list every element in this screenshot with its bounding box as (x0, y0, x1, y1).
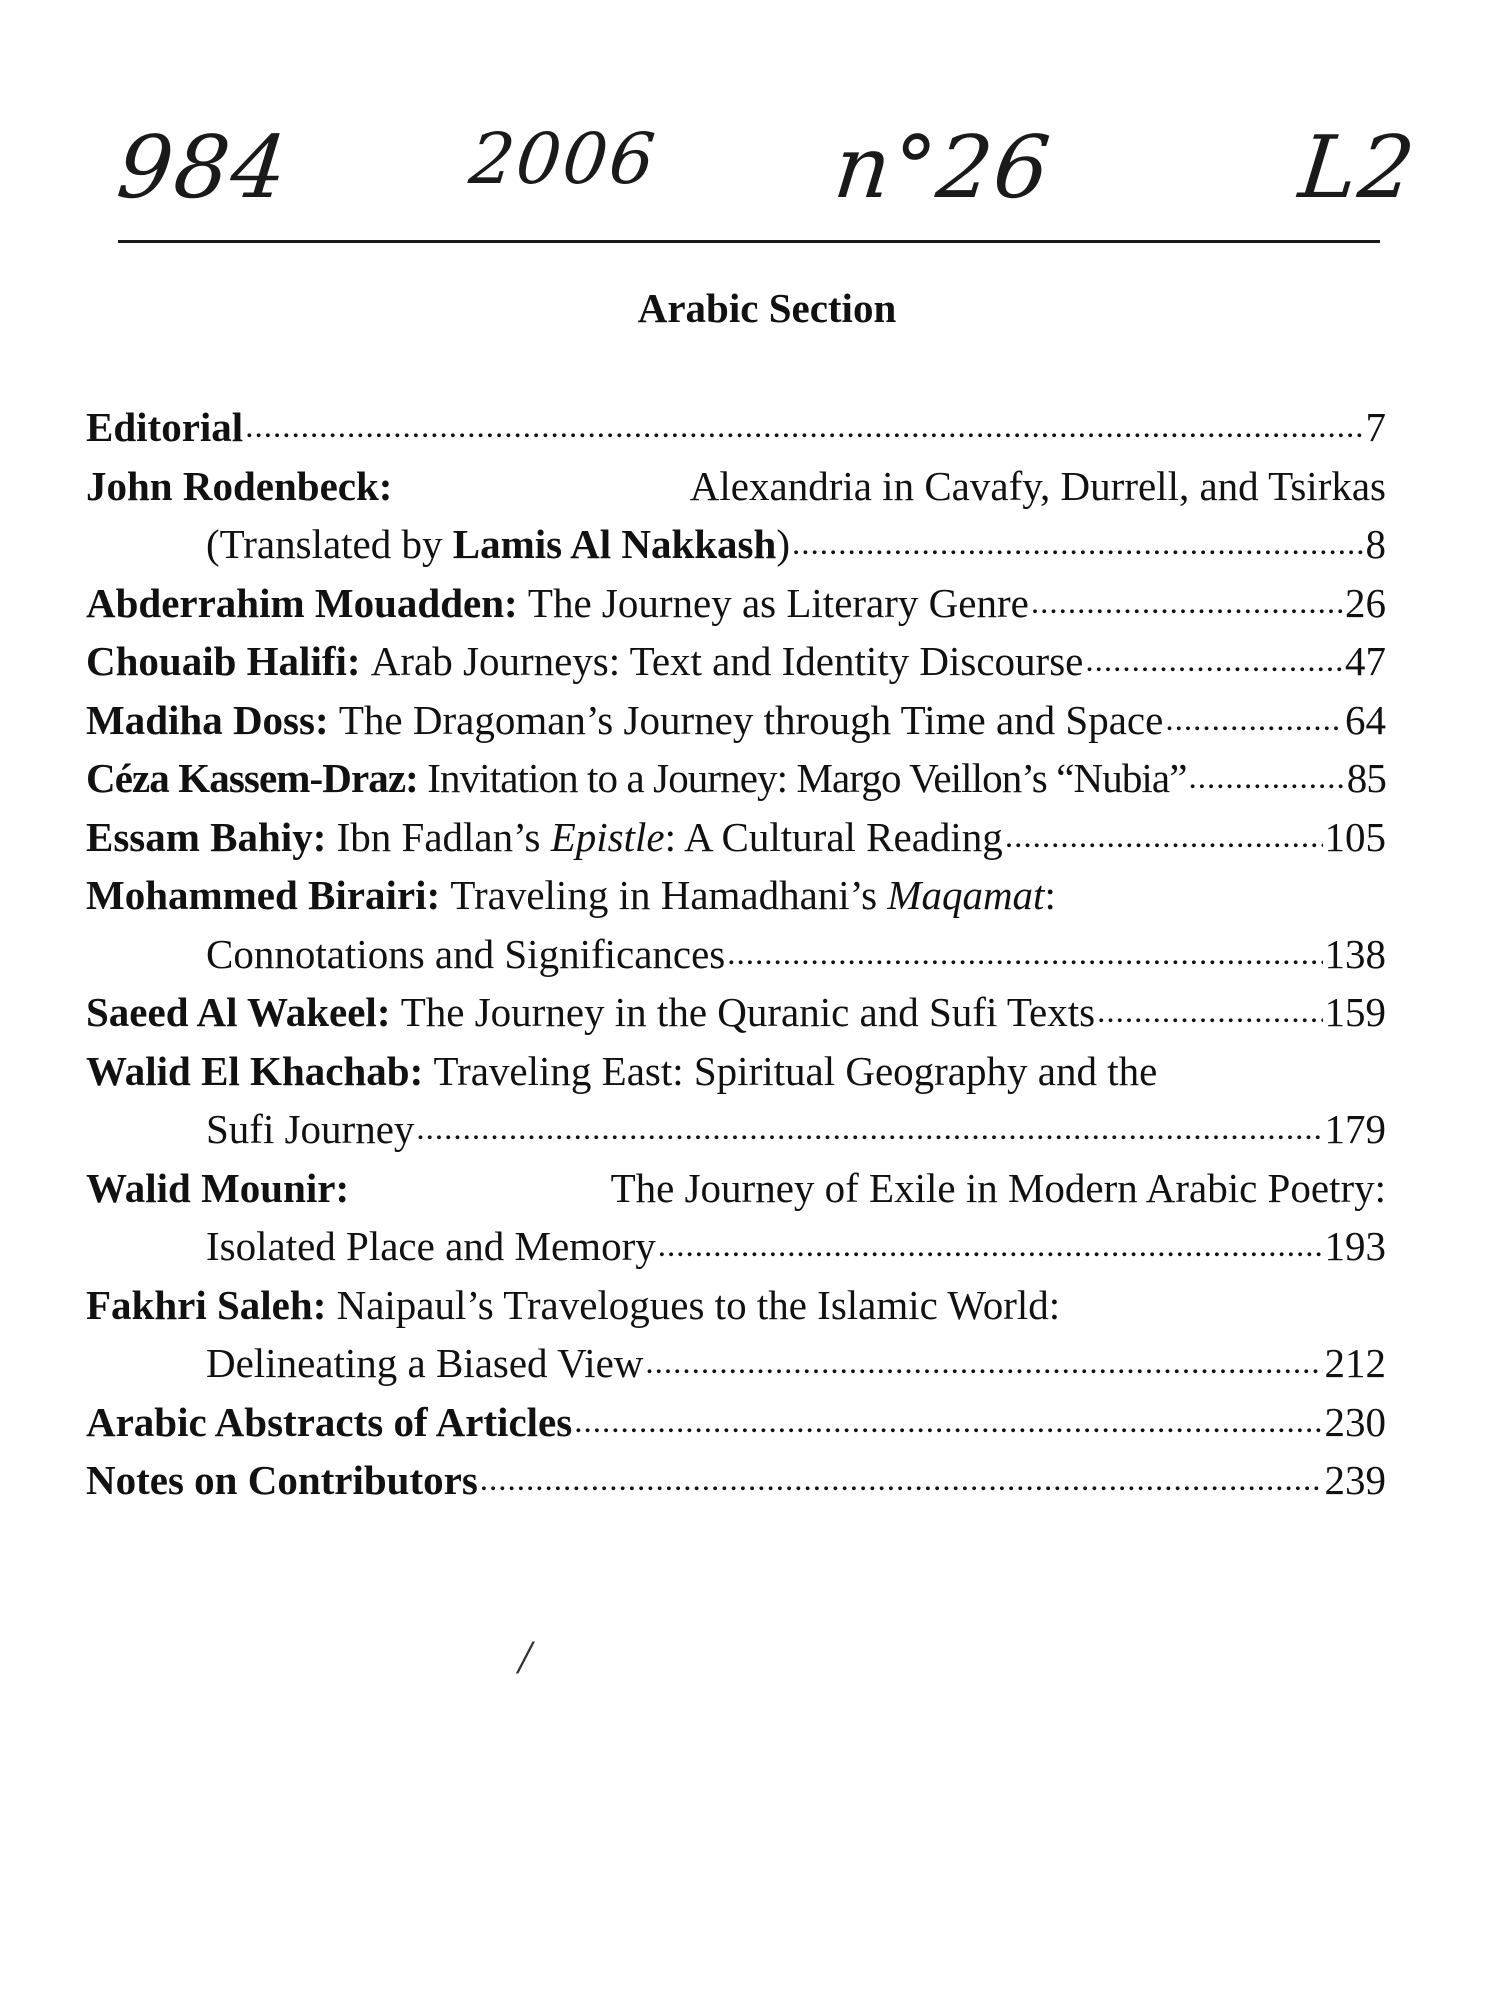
entry-page: 159 (1324, 989, 1386, 1035)
toc-entry-saleh-cont (86, 1334, 1386, 1393)
dot-leader (1005, 808, 1323, 867)
toc-entry-el-khachab-cont (86, 1100, 1386, 1159)
toc-entry-rodenbeck-cont (86, 515, 1386, 574)
entry-author: Chouaib Halifi: (86, 638, 361, 684)
dot-leader (1165, 691, 1343, 750)
toc-entry-bahiy (86, 808, 1386, 867)
toc-entry-contributors (86, 1451, 1386, 1510)
toc-entry-mounir-cont (86, 1217, 1386, 1276)
toc-entry-birairi (86, 866, 1386, 925)
toc-entry-abstracts (86, 1393, 1386, 1452)
toc-entry-kassem-draz (86, 749, 1386, 808)
toc-entry-editorial (86, 398, 1386, 457)
handwritten-call-number: 984 (112, 118, 294, 218)
entry-author: Mohammed Birairi: (86, 872, 441, 918)
entry-author: Essam Bahiy: (86, 813, 327, 860)
toc-entry-mouadden (86, 574, 1386, 633)
dot-leader (658, 1217, 1323, 1276)
entry-page: 212 (1324, 1340, 1386, 1386)
toc-entry-al-wakeel (86, 983, 1386, 1042)
entry-title: Traveling East: Spiritual Geography and the (433, 1047, 1158, 1094)
toc-entry-mounir (86, 1159, 1386, 1218)
dot-leader (1085, 632, 1343, 691)
entry-page: 105 (1324, 813, 1386, 860)
entry-author: Walid Mounir: (86, 1164, 350, 1211)
entry-page: 26 (1345, 579, 1386, 626)
dot-leader (1189, 749, 1345, 808)
entry-page: 179 (1324, 1106, 1386, 1152)
toc-entry-saleh (86, 1276, 1386, 1335)
entry-subtitle: Sufi Journey (206, 1106, 415, 1152)
entry-author: Saeed Al Wakeel: (86, 989, 391, 1035)
entry-author: John Rodenbeck: (86, 462, 393, 509)
entry-title: Ibn Fadlan’s Epistle: A Cultural Reading (336, 813, 1003, 860)
entry-title: Arab Journeys: Text and Identity Discourse (370, 638, 1084, 684)
toc-entry-doss (86, 691, 1386, 750)
dot-leader (416, 1100, 1322, 1159)
entry-title: Alexandria in Cavafy, Durrell, and Tsirkas (689, 462, 1386, 509)
dot-leader (245, 398, 1363, 457)
entry-page: 85 (1346, 755, 1386, 801)
entry-author: Abderrahim Mouadden: (86, 579, 518, 626)
table-of-contents (86, 398, 1386, 1510)
section-title: Arabic Section (637, 285, 897, 331)
dot-leader (1097, 983, 1322, 1042)
entry-title: Traveling in Hamadhani’s Maqamat: (450, 872, 1056, 918)
entry-title: Invitation to a Journey: Margo Veillon’s “Nubia” (427, 755, 1187, 801)
entry-page: 47 (1345, 638, 1386, 684)
header-rule (118, 240, 1380, 243)
entry-title: The Journey as Literary Genre (527, 579, 1029, 626)
entry-page: 64 (1345, 696, 1386, 743)
entry-page: 7 (1365, 404, 1386, 450)
entry-author: Céza Kassem-Draz: (86, 755, 418, 801)
handwritten-issue: n°26 (829, 118, 1057, 218)
entry-title: The Journey of Exile in Modern Arabic Poetry: (610, 1164, 1386, 1211)
entry-page: 193 (1324, 1223, 1386, 1269)
entry-author: Madiha Doss: (86, 696, 329, 743)
entry-subtitle: Isolated Place and Memory (206, 1223, 656, 1269)
entry-author: Walid El Khachab: (86, 1047, 424, 1094)
dot-leader (792, 515, 1364, 574)
dot-leader (727, 925, 1322, 984)
toc-entry-birairi-cont (86, 925, 1386, 984)
entry-title: The Dragoman’s Journey through Time and Space (338, 696, 1164, 743)
entry-translator: Lamis Al Nakkash (452, 521, 777, 567)
entry-page: 239 (1324, 1457, 1386, 1503)
toc-entry-el-khachab (86, 1042, 1386, 1101)
entry-page: 138 (1324, 930, 1386, 977)
dot-leader (574, 1393, 1322, 1452)
entry-subtitle: (Translated by Lamis Al Nakkash) (206, 521, 790, 567)
entry-author: Fakhri Saleh: (86, 1281, 327, 1328)
entry-subtitle: Delineating a Biased View (206, 1340, 644, 1386)
entry-page: 8 (1365, 521, 1386, 567)
entry-author: Notes on Contributors (86, 1457, 478, 1503)
entry-subtitle: Connotations and Significances (206, 930, 726, 977)
handwritten-year: 2006 (465, 118, 661, 200)
toc-entry-rodenbeck (86, 457, 1386, 516)
dot-leader (1031, 574, 1343, 633)
entry-title: Naipaul’s Travelogues to the Islamic World: (336, 1281, 1061, 1328)
entry-title: The Journey in the Quranic and Sufi Texts (400, 989, 1096, 1035)
entry-author: Arabic Abstracts of Articles (86, 1398, 573, 1445)
dot-leader (480, 1451, 1323, 1510)
stray-pen-mark: / (518, 1631, 532, 1684)
entry-author: Editorial (86, 404, 244, 450)
toc-entry-halifi (86, 632, 1386, 691)
handwritten-mark: L2 (1294, 118, 1422, 218)
entry-page: 230 (1324, 1398, 1386, 1445)
dot-leader (645, 1334, 1322, 1393)
